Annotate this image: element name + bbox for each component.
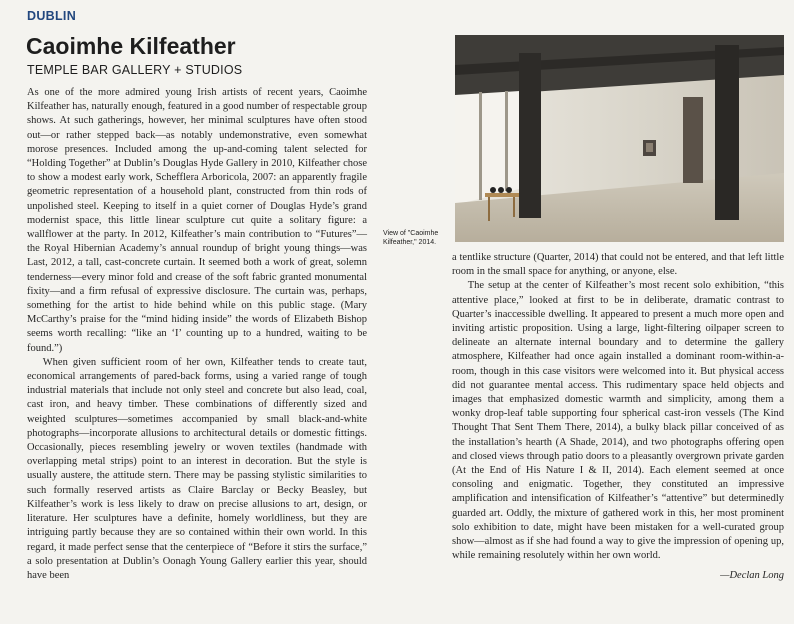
window-mullion: [505, 91, 508, 191]
photo-caption: View of "Caoimhe Kilfeather," 2014.: [383, 230, 439, 246]
black-pillar: [715, 45, 739, 220]
wall-artwork-image: [646, 143, 653, 152]
drop-leaf-table: [485, 193, 519, 197]
article-column-left: [27, 86, 367, 583]
black-pillar: [519, 53, 541, 218]
paragraph: a tentlike structure (Quarter, 2014) that could not be entered, and that left little room in the small space for anything, or anyone, else.: [452, 252, 784, 278]
paragraph: As one of the more admired young Irish artists of recent years, Caoimhe Kilfeather has, naturally enough, featured in a good number of respectable group shows. At such gatherings, however, her minimal sculptures have often stood out—or rather stepped back—as notably undemonstrative, even somewhat morose presences. Included among the up-and-coming talent selected for “Holding Together” at Dublin’s Douglas Hyde Gallery in 2010, Kilfeather chose to show a modest early work, Schefflera Arboricola, 2007: an apparently fragile geometric representation of a household plant, constructed from thin rods of unpolished steel. Keeping to itself in a quiet corner of Douglas Hyde’s grand modernist space, this little linear sculpture cut quite a solitary figure: a wallflower at the party. In 2012, Kilfeather’s main contribution to “Futures”—the Royal Hibernian Academy’s annual roundup of bright young things—was Last, 2012, a tall, cast-concrete curtain. It seemed both a work of great, solemn tenderness—every minor fold and crease of the soft fabric granted monumental fixity—and a firm refusal of expressive disclosure. The curtain was, perhaps, something for the artist to hide behind while on this public stage. (Mary McCarthy’s praise for the “mind hiding inside” the words of Elizabeth Bishop seems worth recalling: “like an ‘I’ counting up to a hundred, waiting to be found.”): [27, 87, 367, 354]
cast-iron-vessel: [498, 187, 504, 193]
paragraph: The setup at the center of Kilfeather’s most recent solo exhibition, “this attentive place,” looked at first to be in deliberate, dramatic contrast to Quarter’s inaccessible dwelling. It appeared to present a much more open and inviting artistic proposition. Using a large, light-filtering oilpaper screen to delineate an alternate internal boundary and to determine the gallery atmosphere, Kilfeather had once again installed a dominant room-within-a-room, though in this case visitors were welcomed into it. But physical access did not guarantee mental access. This rudimentary space held objects and images that emphasized domestic warmth and simplicity, among them a wonky drop-leaf table supporting four spherical cast-iron vessels (The Kind Thought That Sent Them There, 2014), a bulky black pillar conceived of as the installation’s hearth (A Shade, 2014), and two photographs offering open and closed views through patio doors to a pleasantly overgrown private garden (At the End of His Nature I & II, 2014). Each element seemed at once consoling and enigmatic. Together, they constituted an impressive amplification and intensification of Kilfeather’s “attentive” but determinedly guarded art. Oddly, the mixture of gathered work in this, her most prominent solo exhibition to date, might have been mistaken for a well-curated group show—almost as if she had found a way to give the impression of opening up, while remaining resolutely within her own world.: [452, 280, 784, 562]
section-label: DUBLIN: [27, 9, 77, 23]
installation-photo: [455, 35, 784, 242]
venue-subtitle: TEMPLE BAR GALLERY + STUDIOS: [27, 63, 243, 77]
author-signoff: —Declan Long: [720, 570, 784, 582]
cast-iron-vessel: [506, 187, 512, 193]
artist-title: Caoimhe Kilfeather: [26, 33, 236, 59]
window-mullion: [479, 92, 482, 200]
cast-iron-vessel: [490, 187, 496, 193]
article-column-right: [452, 251, 784, 584]
paragraph: When given sufficient room of her own, Kilfeather tends to create taut, economical arrangements of pared-back forms, using a varied range of tough industrial materials that include not only steel and concrete but also lead, coal, cast iron, and heavy timber. These combinations of differently sized and weighted sculptures—sometimes accompanied by small black-and-white photographs—incorporate allusions to architectural details or domestic fittings. Occasionally, pieces resembling jewelry or woven textiles (handmade with overlapping metal strips) point to an interest in decoration. But the style is usually austere, the attitude stern. There may be passing stylistic similarities to such formally reserved artists as Claire Barclay or Becky Beasley, but Kilfeather’s work is less likely to draw on precise allusions to art, design, or literature. Her sculptures have a definite, homely worldliness, but they are intriguing partly because they are so contained within their own world. In this regard, it made perfect sense that the centerpiece of “Before it stirs the surface,” a solo presentation at Dublin’s Oonagh Young Gallery earlier this year, should have been: [27, 356, 367, 581]
dark-panel: [683, 97, 703, 183]
